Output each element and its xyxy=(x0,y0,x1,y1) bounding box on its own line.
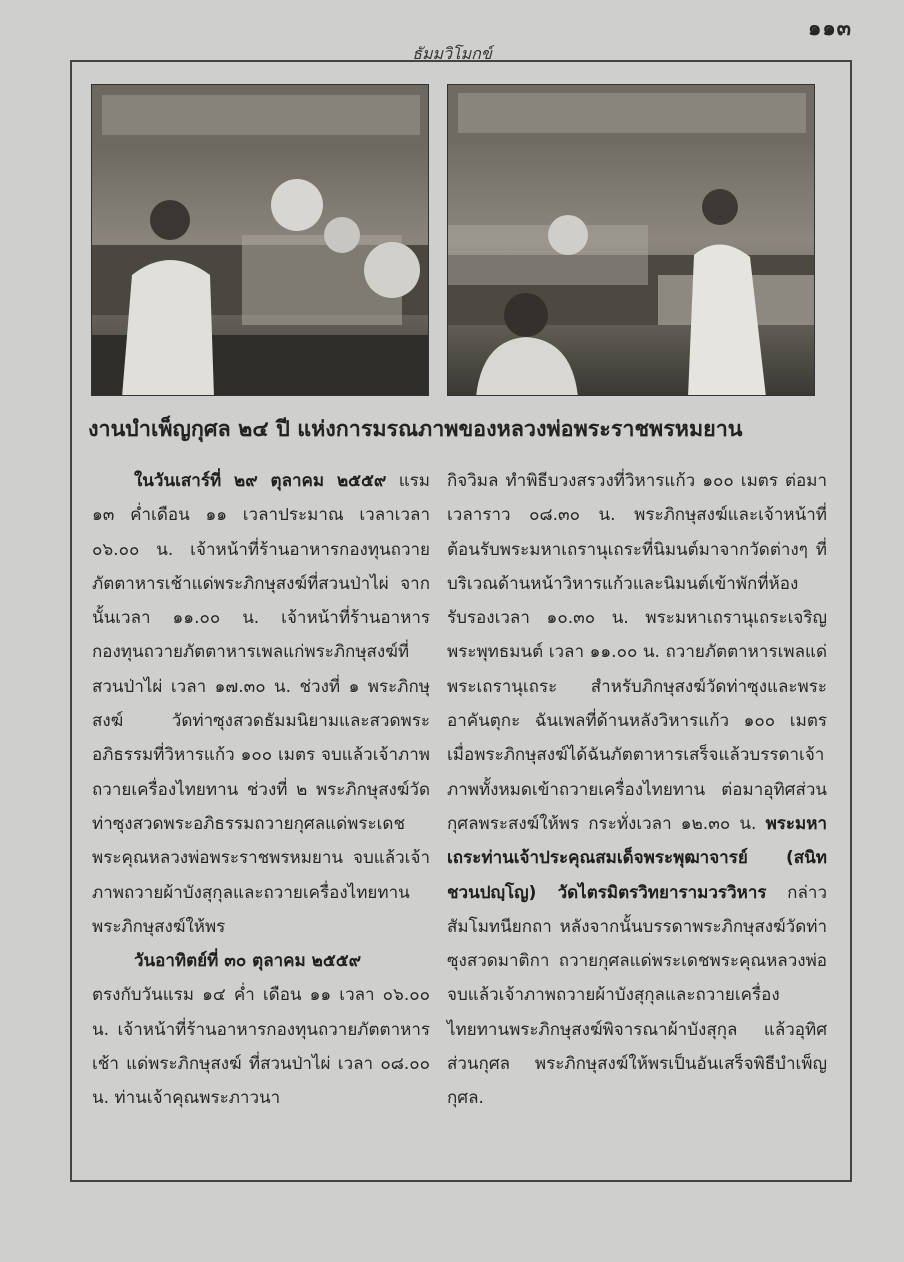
running-header: ธัมมวิโมกข์ xyxy=(412,44,492,63)
photo-ceremony-left xyxy=(91,84,429,396)
paragraph-continued xyxy=(447,464,827,1116)
photo-ceremony-right xyxy=(447,84,815,396)
saturday-date-lead: ในวันเสาร์ที่ ๒๙ ตุลาคม ๒๕๕๙ xyxy=(134,471,387,491)
saturday-body: แรม ๑๓ ค่ำเดือน ๑๑ เวลาประมาณ เวลาเวลา ๐๖.๐๐ น. เจ้าหน้าที่ร้านอาหารกองทุนถวายภัตตาหารเช้าแด่พระภิกษุสงฆ์ที่สวนป่าไผ่ จากนั้นเวลา ๑๑.๐๐ น. เจ้าหน้าที่ร้านอาหารกองทุนถวายภัตตาหารเพลแก่พระภิกษุสงฆ์ที่สวนป่าไผ่ เวลา ๑๗.๓๐ น. ช่วงที่ ๑ พระภิกษุสงฆ์ วัดท่าซุงสวดธัมมนิยามและสวดพระอภิธรรมที่วิหารแก้ว ๑๐๐ เมตร จบแล้วเจ้าภาพถวายเครื่องไทยทาน ช่วงที่ ๒ พระภิกษุสงฆ์วัดท่าซุงสวดพระอภิธรรมถวายกุศลแด่พระเดชพระคุณหลวงพ่อพระราชพรหมยาน จบแล้วเจ้าภาพถวายผ้าบังสุกุลและถวายเครื่องไทยทานพระภิกษุสงฆ์ให้พร xyxy=(92,471,430,937)
article-column-left xyxy=(92,464,430,1116)
continued-body-b: กล่าวสัมโมทนียกถา หลังจากนั้นบรรดาพระภิกษุสงฆ์วัดท่าซุงสวดมาติกา ถวายกุศลแด่พระเดชพระคุณหลวงพ่อ จบแล้วเจ้าภาพถวายผ้าบังสุกุลและถวายเครื่องไทยทานพระภิกษุสงฆ์พิจารณาผ้าบังสุกุล แล้วอุทิศส่วนกุศล พระภิกษุสงฆ์ให้พรเป็นอันเสร็จพิธีบำเพ็ญกุศล. xyxy=(447,882,827,1109)
presiding-monk-name: พระมหาเถระท่านเจ้าประคุณสมเด็จพระพุฒาจารย์ (สนิท ชวนปญฺโญ) วัดไตรมิตรวิทยารามวรวิหาร xyxy=(447,813,827,903)
sunday-body: ตรงกับวันแรม ๑๔ ค่ำ เดือน ๑๑ เวลา ๐๖.๐๐ น. เจ้าหน้าที่ร้านอาหารกองทุนถวายภัตตาหารเช้า แด่พระภิกษุสงฆ์ ที่สวนป่าไผ่ เวลา ๐๘.๐๐ น. ท่านเจ้าคุณพระภาวนา xyxy=(92,985,430,1109)
page-number: ๑๑๓ xyxy=(807,16,852,40)
continued-body-a: กิจวิมล ทำพิธีบวงสรวงที่วิหารแก้ว ๑๐๐ เมตร ต่อมาเวลาราว ๐๘.๓๐ น. พระภิกษุสงฆ์และเจ้าหน้าที่ต้อนรับพระมหาเถรานุเถระที่นิมนต์มาจากวัดต่างๆ ที่บริเวณด้านหน้าวิหารแก้วและนิมนต์เข้าพักที่ห้องรับรองเวลา ๑๐.๓๐ น. พระมหาเถรานุเถระเจริญพระพุทธมนต์ เวลา ๑๑.๐๐ น. ถวายภัตตาหารเพลแด่พระเถรานุเถระ สำหรับภิกษุสงฆ์วัดท่าซุงและพระอาคันตุกะ ฉันเพลที่ด้านหลังวิหารแก้ว ๑๐๐ เมตร เมื่อพระภิกษุสงฆ์ได้ฉันภัตตาหารเสร็จแล้วบรรดาเจ้าภาพทั้งหมดเข้าถวายเครื่องไทยทาน ต่อมาอุทิศส่วนกุศลพระสงฆ์ให้พร กระทั่งเวลา ๑๒.๓๐ น. xyxy=(447,471,827,834)
paragraph-sunday xyxy=(92,944,430,978)
article-column-right xyxy=(447,464,827,1116)
sunday-date-lead: วันอาทิตย์ที่ ๓๐ ตุลาคม ๒๕๕๙ xyxy=(134,951,362,972)
paragraph-saturday xyxy=(92,464,430,944)
article-headline: งานบำเพ็ญกุศล ๒๔ ปี แห่งการมรณภาพของหลวงพ่อพระราชพรหมยาน xyxy=(88,417,743,442)
